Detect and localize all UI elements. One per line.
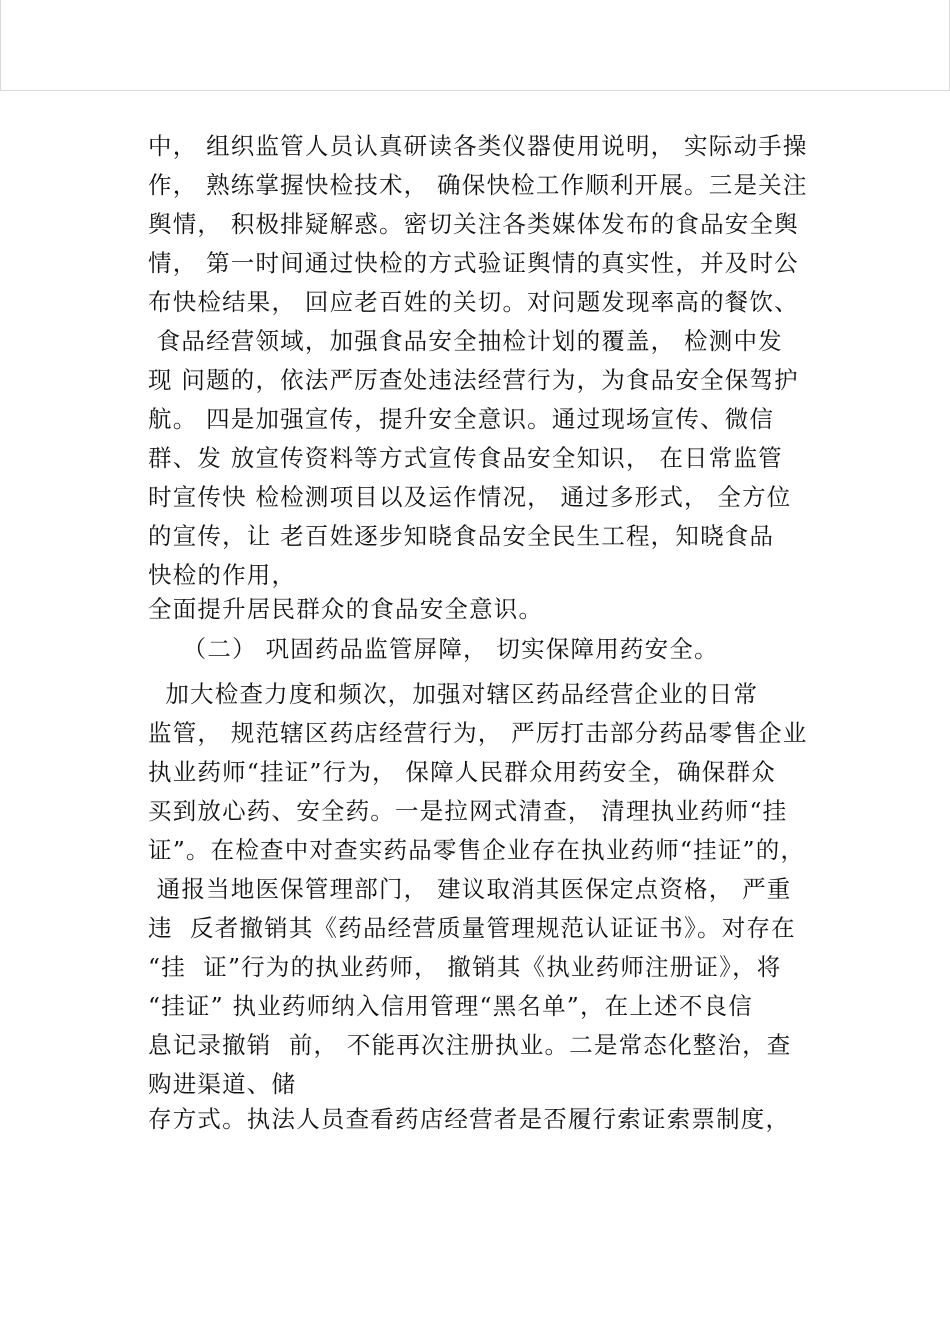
- text-line: 存方式。执法人员查看药店经营者是否履行索证索票制度，: [148, 1105, 791, 1133]
- text-line: “挂 证”行为的执业药师， 撤销其《执业药师注册证》，将: [148, 953, 782, 981]
- text-line: “挂证” 执业药师纳入信用管理“黑名单”，在上述不良信: [148, 992, 753, 1020]
- text-line: 情， 第一时间通过快检的方式验证舆情的真实性，并及时公: [148, 249, 799, 277]
- text-line: 布快检结果， 回应老百姓的关切。对问题发现率高的餐饮、: [148, 288, 799, 316]
- text-line: 加大检查力度和频次，加强对辖区药品经营企业的日常: [148, 680, 759, 708]
- text-line: 群、发 放宣传资料等方式宣传食品安全知识， 在日常监管: [148, 444, 783, 472]
- text-line: 全面提升居民群众的食品安全意识。: [148, 595, 544, 623]
- text-line: 食品经营领域，加强食品安全抽检计划的覆盖， 检测中发: [148, 327, 783, 355]
- text-line: 中， 组织监管人员认真研读各类仪器使用说明， 实际动手操: [148, 132, 808, 160]
- text-line: 航。 四是加强宣传，提升安全意识。通过现场宣传、微信: [148, 405, 775, 433]
- text-line: 买到放心药、安全药。一是拉网式清查， 清理执业药师“挂: [148, 797, 788, 825]
- text-line: 违 反者撤销其《药品经营质量管理规范认证证书》。对存在: [148, 914, 796, 942]
- text-line: 现 问题的，依法严厉查处违法经营行为，为食品安全保驾护: [148, 366, 799, 394]
- text-line: 执业药师“挂证”行为， 保障人民群众用药安全，确保群众: [148, 758, 776, 786]
- text-line: 息记录撤销 前， 不能再次注册执业。二是常态化整治，查: [148, 1031, 792, 1059]
- text-line: 舆情， 积极排疑解惑。密切关注各类媒体发布的食品安全舆: [148, 210, 799, 238]
- text-line: 的宣传，让 老百姓逐步知晓食品安全民生工程，知晓食品: [148, 522, 775, 550]
- section-heading: （二） 巩固药品监管屏障， 切实保障用药安全。: [148, 635, 719, 663]
- text-line: 购进渠道、储: [148, 1070, 297, 1098]
- text-line: 作， 熟练掌握快检技术， 确保快检工作顺利开展。三是关注: [148, 171, 808, 199]
- text-line: 时宣传快 检检测项目以及运作情况， 通过多形式， 全方位: [148, 483, 792, 511]
- text-line: 快检的作用，: [148, 561, 297, 589]
- text-line: 通报当地医保管理部门， 建议取消其医保定点资格， 严重: [148, 875, 792, 903]
- text-line: 证”。在检查中对查实药品零售企业存在执业药师“挂证”的，: [148, 836, 806, 864]
- text-line: 监管， 规范辖区药店经营行为， 严厉打击部分药品零售企业: [148, 719, 808, 747]
- page-header-area: [0, 0, 950, 91]
